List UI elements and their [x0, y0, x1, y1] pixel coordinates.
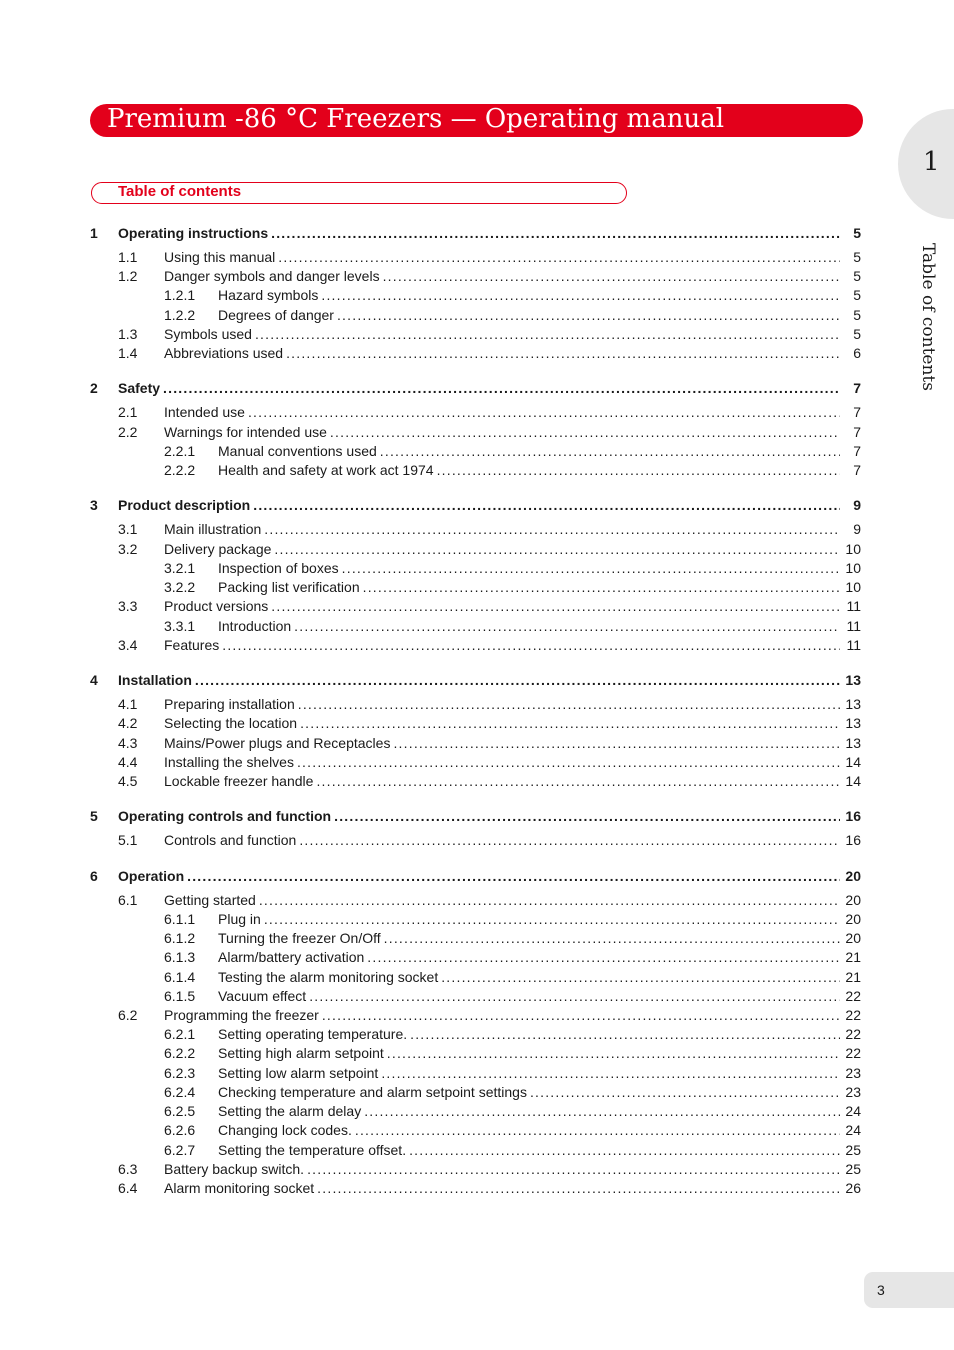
dot-leader [274, 540, 840, 559]
toc-entry-page: 20 [845, 892, 861, 908]
toc-entry-title: Hazard symbols [218, 287, 319, 303]
toc-entry-page: 10 [845, 541, 861, 557]
dot-leader [300, 714, 840, 733]
toc-entry-page: 20 [845, 930, 861, 946]
toc-entry[interactable] [0, 286, 954, 305]
toc-entry-page: 11 [846, 618, 861, 634]
dot-leader [364, 1102, 840, 1121]
toc-entry[interactable] [0, 1160, 954, 1179]
dot-leader [187, 867, 840, 886]
toc-entry-page: 13 [845, 696, 861, 712]
toc-entry-title: Vacuum effect [218, 988, 307, 1004]
toc-entry-title: Checking temperature and alarm setpoint settings [218, 1084, 527, 1100]
dot-leader [363, 578, 840, 597]
toc-entry-number: 1.2.2 [164, 307, 196, 323]
dot-leader [380, 442, 840, 461]
toc-entry-page: 10 [845, 579, 861, 595]
toc-entry-number: 1 [90, 225, 98, 241]
toc-entry[interactable] [0, 714, 954, 733]
toc-chapter-entry[interactable] [0, 496, 954, 515]
dot-leader [298, 695, 840, 714]
toc-entry-page: 23 [845, 1084, 861, 1100]
toc-entry-title: Product description [118, 497, 251, 513]
section-heading: Table of contents [118, 183, 242, 200]
toc-entry-page: 9 [853, 521, 861, 537]
document-title: Premium -86 °C Freezers — Operating manual [107, 104, 725, 134]
toc-entry[interactable] [0, 987, 954, 1006]
dot-leader [309, 987, 840, 1006]
toc-entry-title: Intended use [164, 404, 245, 420]
toc-entry[interactable] [0, 597, 954, 616]
toc-entry[interactable] [0, 1025, 954, 1044]
toc-entry-page: 25 [845, 1142, 861, 1158]
toc-entry-page: 25 [845, 1161, 861, 1177]
toc-entry-title: Product versions [164, 598, 269, 614]
toc-entry-number: 3.3.1 [164, 618, 196, 634]
toc-entry-number: 1.4 [118, 345, 138, 361]
toc-entry[interactable] [0, 1044, 954, 1063]
toc-entry-title: Symbols used [164, 326, 252, 342]
toc-entry-page: 16 [845, 832, 861, 848]
toc-entry[interactable] [0, 1102, 954, 1121]
toc-entry[interactable] [0, 442, 954, 461]
toc-entry-page: 5 [853, 307, 861, 323]
toc-entry-number: 3.2 [118, 541, 138, 557]
toc-entry-number: 1.2.1 [164, 287, 196, 303]
toc-entry[interactable] [0, 734, 954, 753]
dot-leader [393, 734, 840, 753]
toc-entry-page: 20 [845, 868, 861, 884]
dot-leader [530, 1083, 840, 1102]
toc-entry-number: 6.4 [118, 1180, 138, 1196]
toc-entry-page: 22 [845, 1026, 861, 1042]
toc-entry-title: Installing the shelves [164, 754, 294, 770]
toc-entry[interactable] [0, 772, 954, 791]
toc-entry[interactable] [0, 1083, 954, 1102]
toc-entry-page: 24 [845, 1122, 861, 1138]
toc-entry-title: Plug in [218, 911, 261, 927]
toc-entry[interactable] [0, 248, 954, 267]
toc-entry[interactable] [0, 1121, 954, 1140]
toc-entry-title: Alarm/battery activation [218, 949, 365, 965]
toc-entry[interactable] [0, 578, 954, 597]
dot-leader [381, 1064, 840, 1083]
toc-chapter-entry[interactable] [0, 671, 954, 690]
toc-entry-page: 5 [853, 249, 861, 265]
toc-entry[interactable] [0, 344, 954, 363]
toc-entry-page: 10 [845, 560, 861, 576]
toc-entry-title: Setting the alarm delay [218, 1103, 362, 1119]
toc-entry-title: Mains/Power plugs and Receptacles [164, 735, 391, 751]
toc-entry-page: 13 [845, 672, 861, 688]
toc-entry-number: 6.1.2 [164, 930, 196, 946]
toc-entry[interactable] [0, 753, 954, 772]
toc-entry-number: 3 [90, 497, 98, 513]
toc-entry[interactable] [0, 1141, 954, 1160]
toc-entry-number: 6.1.5 [164, 988, 196, 1004]
toc-entry-title: Main illustration [164, 521, 262, 537]
toc-entry-number: 6.2 [118, 1007, 138, 1023]
toc-entry-number: 3.2.1 [164, 560, 196, 576]
toc-entry[interactable] [0, 929, 954, 948]
dot-leader [271, 224, 840, 243]
dot-leader [367, 948, 840, 967]
toc-entry-title: Danger symbols and danger levels [164, 268, 380, 284]
toc-entry[interactable] [0, 461, 954, 480]
toc-entry-title: Introduction [218, 618, 292, 634]
dot-leader [255, 325, 840, 344]
dot-leader [322, 1006, 840, 1025]
toc-entry-number: 4.4 [118, 754, 138, 770]
toc-entry-title: Installation [118, 672, 192, 688]
dot-leader [387, 1044, 840, 1063]
toc-entry-title: Degrees of danger [218, 307, 334, 323]
dot-leader [355, 1121, 840, 1140]
toc-entry-page: 5 [853, 287, 861, 303]
toc-chapter-entry[interactable] [0, 224, 954, 243]
toc-entry-number: 5 [90, 808, 98, 824]
toc-entry[interactable] [0, 267, 954, 286]
dot-leader [299, 831, 840, 850]
dot-leader [384, 929, 840, 948]
dot-leader [330, 423, 840, 442]
toc-entry-number: 4.2 [118, 715, 138, 731]
toc-entry-number: 4 [90, 672, 98, 688]
dot-leader [195, 671, 840, 690]
toc-entry[interactable] [0, 403, 954, 422]
toc-entry-title: Operating instructions [118, 225, 269, 241]
toc-entry-title: Operating controls and function [118, 808, 332, 824]
toc-entry-title: Battery backup switch. [164, 1161, 305, 1177]
toc-entry-number: 4.5 [118, 773, 138, 789]
toc-entry-number: 3.1 [118, 521, 138, 537]
toc-entry[interactable] [0, 1064, 954, 1083]
toc-entry-page: 14 [845, 754, 861, 770]
toc-entry-title: Setting the temperature offset. [218, 1142, 407, 1158]
toc-entry-number: 6.2.4 [164, 1084, 196, 1100]
dot-leader [278, 248, 840, 267]
toc-entry-number: 4.3 [118, 735, 138, 751]
page-number: 3 [877, 1282, 885, 1298]
toc-entry-title: Changing lock codes. [218, 1122, 352, 1138]
chapter-number: 1 [923, 147, 940, 177]
toc-entry-title: Inspection of boxes [218, 560, 339, 576]
toc-entry-title: Alarm monitoring socket [164, 1180, 315, 1196]
dot-leader [222, 636, 840, 655]
toc-entry-page: 5 [853, 326, 861, 342]
toc-entry-number: 1.2 [118, 268, 138, 284]
toc-entry-number: 1.1 [118, 249, 138, 265]
toc-entry-title: Features [164, 637, 220, 653]
toc-entry-title: Controls and function [164, 832, 297, 848]
toc-entry-title: Testing the alarm monitoring socket [218, 969, 439, 985]
toc-entry-page: 22 [845, 1045, 861, 1061]
toc-entry-title: Manual conventions used [218, 443, 377, 459]
toc-entry-page: 6 [853, 345, 861, 361]
toc-chapter-entry[interactable] [0, 379, 954, 398]
dot-leader [409, 1141, 840, 1160]
toc-entry-page: 5 [853, 268, 861, 284]
toc-entry-number: 6.1.1 [164, 911, 196, 927]
toc-entry[interactable] [0, 948, 954, 967]
dot-leader [253, 496, 840, 515]
toc-entry-title: Abbreviations used [164, 345, 284, 361]
toc-entry-title: Setting low alarm setpoint [218, 1065, 379, 1081]
toc-entry-number: 6.2.5 [164, 1103, 196, 1119]
toc-entry-number: 2.2.1 [164, 443, 196, 459]
toc-entry-page: 21 [845, 969, 861, 985]
toc-entry[interactable] [0, 695, 954, 714]
toc-entry-page: 9 [853, 497, 861, 513]
toc-entry[interactable] [0, 540, 954, 559]
toc-entry-title: Warnings for intended use [164, 424, 327, 440]
toc-entry-title: Safety [118, 380, 161, 396]
toc-entry[interactable] [0, 1006, 954, 1025]
toc-entry-page: 13 [845, 715, 861, 731]
toc-entry-page: 5 [853, 225, 861, 241]
toc-entry-number: 2 [90, 380, 98, 396]
toc-entry-title: Setting high alarm setpoint [218, 1045, 384, 1061]
dot-leader [441, 968, 840, 987]
toc-entry-page: 7 [853, 462, 861, 478]
dot-leader [294, 617, 840, 636]
toc-entry-number: 2.2 [118, 424, 138, 440]
toc-entry[interactable] [0, 636, 954, 655]
toc-entry[interactable] [0, 520, 954, 539]
page-number-tab [864, 1272, 954, 1308]
dot-leader [410, 1025, 840, 1044]
toc-entry-number: 2.1 [118, 404, 138, 420]
toc-entry-page: 11 [846, 637, 861, 653]
toc-entry-page: 11 [846, 598, 861, 614]
toc-entry-title: Packing list verification [218, 579, 360, 595]
toc-entry-number: 5.1 [118, 832, 138, 848]
toc-entry-number: 6.2.7 [164, 1142, 196, 1158]
toc-entry-title: Getting started [164, 892, 256, 908]
toc-entry-title: Operation [118, 868, 185, 884]
toc-entry-page: 7 [853, 424, 861, 440]
toc-entry[interactable] [0, 306, 954, 325]
dot-leader [286, 344, 840, 363]
toc-entry-page: 16 [845, 808, 861, 824]
dot-leader [163, 379, 840, 398]
toc-entry-number: 6.2.3 [164, 1065, 196, 1081]
toc-entry[interactable] [0, 325, 954, 344]
toc-chapter-entry[interactable] [0, 807, 954, 826]
dot-leader [342, 559, 840, 578]
toc-entry-number: 6.2.6 [164, 1122, 196, 1138]
toc-entry-title: Selecting the location [164, 715, 298, 731]
toc-entry-page: 22 [845, 1007, 861, 1023]
toc-entry-page: 13 [845, 735, 861, 751]
toc-entry-page: 24 [845, 1103, 861, 1119]
toc-entry-page: 20 [845, 911, 861, 927]
toc-entry-number: 4.1 [118, 696, 138, 712]
dot-leader [248, 403, 840, 422]
dot-leader [316, 772, 840, 791]
toc-entry[interactable] [0, 617, 954, 636]
toc-entry-title: Using this manual [164, 249, 276, 265]
dot-leader [297, 753, 840, 772]
toc-entry-number: 6.1 [118, 892, 138, 908]
toc-entry-number: 3.4 [118, 637, 138, 653]
toc-entry-page: 23 [845, 1065, 861, 1081]
toc-entry-page: 14 [845, 773, 861, 789]
toc-entry-title: Lockable freezer handle [164, 773, 314, 789]
toc-entry-page: 7 [853, 443, 861, 459]
toc-entry-page: 26 [845, 1180, 861, 1196]
dot-leader [321, 286, 840, 305]
toc-entry-number: 2.2.2 [164, 462, 196, 478]
toc-entry[interactable] [0, 559, 954, 578]
toc-entry-title: Delivery package [164, 541, 272, 557]
side-section-label: Table of contents [918, 243, 938, 391]
toc-entry-number: 1.3 [118, 326, 138, 342]
toc-entry-number: 6.1.3 [164, 949, 196, 965]
toc-entry[interactable] [0, 910, 954, 929]
dot-leader [307, 1160, 840, 1179]
toc-chapter-entry[interactable] [0, 867, 954, 886]
toc-entry[interactable] [0, 1179, 954, 1198]
toc-entry-number: 6.3 [118, 1161, 138, 1177]
toc-entry[interactable] [0, 831, 954, 850]
toc-entry-number: 3.3 [118, 598, 138, 614]
toc-entry-number: 6.2.2 [164, 1045, 196, 1061]
toc-entry-title: Turning the freezer On/Off [218, 930, 381, 946]
toc-entry-title: Setting operating temperature. [218, 1026, 408, 1042]
toc-entry-page: 7 [853, 380, 861, 396]
dot-leader [337, 306, 840, 325]
toc-entry-number: 6.2.1 [164, 1026, 196, 1042]
toc-entry-number: 6.1.4 [164, 969, 196, 985]
toc-entry[interactable] [0, 423, 954, 442]
toc-entry[interactable] [0, 968, 954, 987]
dot-leader [259, 891, 840, 910]
dot-leader [437, 461, 840, 480]
toc-entry-title: Programming the freezer [164, 1007, 319, 1023]
dot-leader [383, 267, 840, 286]
toc-entry-title: Preparing installation [164, 696, 295, 712]
dot-leader [264, 520, 840, 539]
toc-entry[interactable] [0, 891, 954, 910]
toc-entry-number: 6 [90, 868, 98, 884]
dot-leader [334, 807, 840, 826]
dot-leader [317, 1179, 840, 1198]
toc-entry-number: 3.2.2 [164, 579, 196, 595]
toc-entry-page: 21 [845, 949, 861, 965]
dot-leader [264, 910, 840, 929]
toc-entry-page: 7 [853, 404, 861, 420]
toc-entry-title: Health and safety at work act 1974 [218, 462, 434, 478]
toc-entry-page: 22 [845, 988, 861, 1004]
dot-leader [271, 597, 840, 616]
